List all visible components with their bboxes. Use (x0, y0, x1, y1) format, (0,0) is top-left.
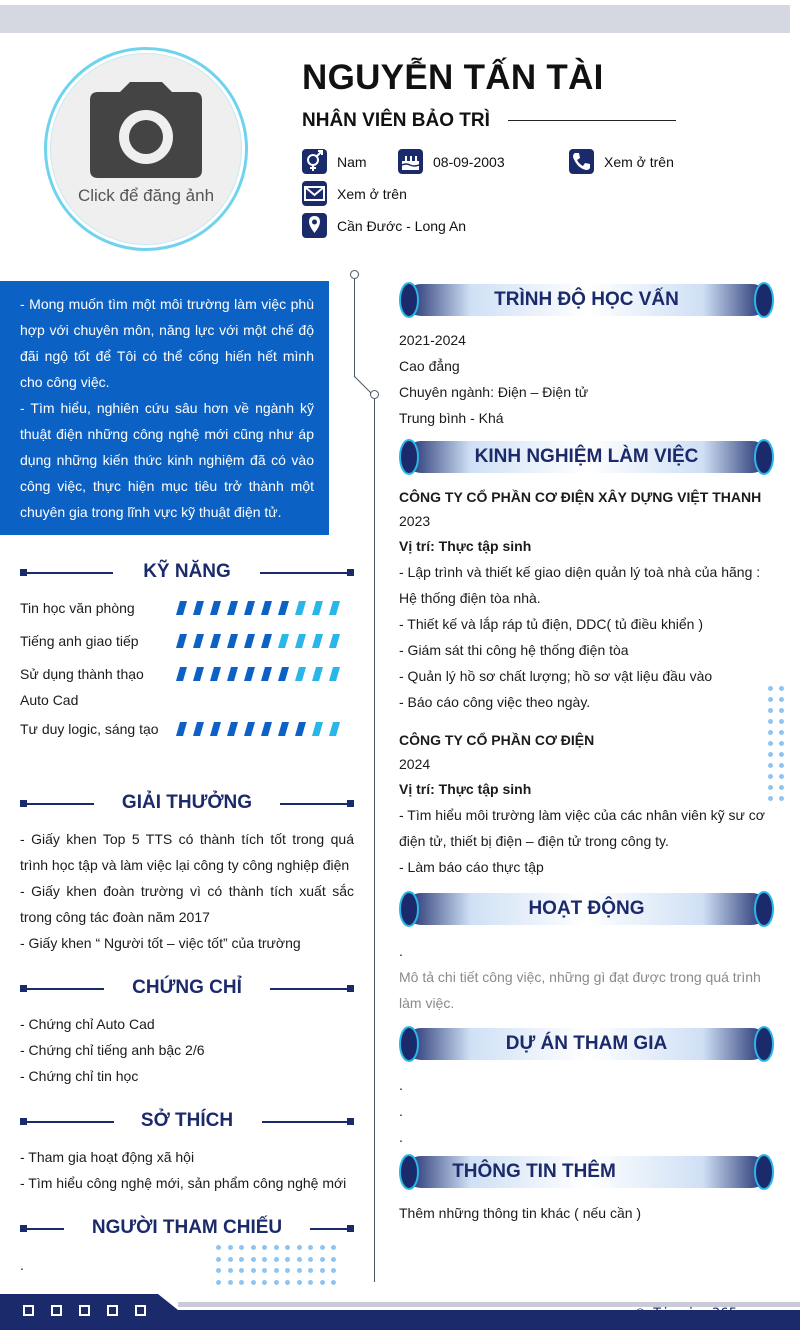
decorative-dot (331, 1245, 336, 1250)
decorative-dot (262, 1257, 267, 1262)
decorative-dot (320, 1268, 325, 1273)
decorative-dot (331, 1257, 336, 1262)
skill-segment (261, 667, 272, 681)
hobbies-text: - Tham gia hoạt động xã hội - Tìm hiểu công nghệ mới, sản phẩm công nghệ mới (20, 1149, 347, 1191)
skill-segment (261, 601, 272, 615)
skill-segment (227, 722, 238, 736)
skill-segment (210, 601, 221, 615)
job-details: - Tìm hiểu môi trường làm việc của các nhân viên kỹ sư cơ điện tử, thiết bị điện – điện tử trong công ty. - Làm báo cáo thực tập (399, 807, 765, 875)
decorative-dot (308, 1280, 313, 1285)
education-text: 2021-2024 Cao đẳng Chuyên ngành: Điện – Điện tử Trung bình - Khá (399, 332, 589, 426)
company-name: CÔNG TY CỔ PHẦN CƠ ĐIỆN (399, 732, 595, 748)
activities-title: HOẠT ĐỘNG (528, 898, 645, 919)
skills-title: KỸ NĂNG (143, 561, 231, 582)
decorative-dot (779, 686, 784, 691)
decorative-dot (308, 1245, 313, 1250)
decorative-dot (768, 785, 773, 790)
job-position: Vị trí: Thực tập sinh (399, 538, 532, 554)
skill-segment (227, 601, 238, 615)
decorative-dot (297, 1257, 302, 1262)
decorative-dot (297, 1280, 302, 1285)
decorative-dot (262, 1280, 267, 1285)
timeline-node (370, 390, 379, 399)
decorative-dot (779, 708, 784, 713)
skill-segment (261, 634, 272, 648)
timeline-line (374, 399, 375, 1282)
timeline-line (354, 279, 355, 377)
extra-info-heading (399, 1153, 774, 1191)
skill-segment (278, 722, 289, 736)
skill-level-bar (176, 667, 346, 681)
watermark-text: © Timviec365.vn (636, 1306, 763, 1322)
skill-segment (329, 601, 340, 615)
footer-square (79, 1305, 90, 1316)
skill-level-bar (176, 634, 346, 648)
decorative-dot (768, 730, 773, 735)
activities-placeholder[interactable]: Mô tả chi tiết công việc, những gì đạt được trong quá trình làm việc. (399, 969, 761, 1011)
decorative-dot (297, 1268, 302, 1273)
skill-segment (227, 667, 238, 681)
decorative-dot (274, 1280, 279, 1285)
decorative-dot (285, 1268, 290, 1273)
gender-icon (302, 149, 327, 174)
skill-segment (227, 634, 238, 648)
job-position: Vị trí: Thực tập sinh (399, 781, 532, 797)
decorative-dot-grid (768, 686, 790, 810)
decorative-dot (779, 774, 784, 779)
skill-segment (295, 601, 306, 615)
decorative-dot (216, 1268, 221, 1273)
decorative-dot (274, 1268, 279, 1273)
decorative-dot (779, 763, 784, 768)
decorative-dot (779, 752, 784, 757)
decorative-dot (228, 1257, 233, 1262)
job-year: 2024 (399, 756, 431, 772)
career-objective-text: - Mong muốn tìm một môi trường làm việc phù hợp với chuyên môn, năng lực với một chế độ đãi ngộ tốt để Tôi có thể cống hiến hết mình cho công việc. - Tìm hiểu, nghiên cứu sâu hơn về ngành kỹ thuật điện những công nghệ mới cũng như áp dụng những kiến thức kinh nghiệm đã có vào công việc, thực hiện mục tiêu trở thành một chuyên gia trong lĩnh vực kỹ thuật điện tử. (20, 296, 314, 520)
decorative-dot-grid (216, 1245, 340, 1287)
skill-segment (210, 667, 221, 681)
decorative-dot (768, 719, 773, 724)
extra-info-text: Thêm những thông tin khác ( nếu cần ) (399, 1205, 642, 1221)
skill-segment (329, 634, 340, 648)
skill-segment (295, 634, 306, 648)
decorative-dot (251, 1280, 256, 1285)
decorative-dot (228, 1280, 233, 1285)
skill-segment (176, 667, 187, 681)
decorative-dot (262, 1268, 267, 1273)
skill-segment (312, 667, 323, 681)
decorative-dot (274, 1245, 279, 1250)
decorative-dot (262, 1245, 267, 1250)
decorative-dot (320, 1257, 325, 1262)
decorative-dot (251, 1245, 256, 1250)
skill-segment (193, 667, 204, 681)
education-heading (399, 281, 774, 319)
skill-segment (244, 634, 255, 648)
references-title: NGƯỜI THAM CHIẾU (91, 1217, 283, 1238)
skill-segment (312, 634, 323, 648)
location-icon (302, 213, 327, 238)
decorative-dot (768, 774, 773, 779)
decorative-dot (320, 1245, 325, 1250)
skill-segment (244, 722, 255, 736)
skill-name: Tiếng anh giao tiếp (20, 633, 139, 649)
projects-title: DỰ ÁN THAM GIA (505, 1033, 668, 1054)
decorative-dot (216, 1245, 221, 1250)
decorative-dot (320, 1280, 325, 1285)
decorative-dot (285, 1245, 290, 1250)
experience-heading (399, 438, 774, 476)
decorative-dot (228, 1245, 233, 1250)
title-divider (508, 120, 676, 121)
candidate-name: NGUYỄN TẤN TÀI (302, 58, 604, 97)
skill-segment (193, 601, 204, 615)
skill-segment (193, 722, 204, 736)
decorative-dot (768, 796, 773, 801)
skill-segment (278, 601, 289, 615)
awards-heading (20, 792, 354, 816)
references-heading (20, 1217, 354, 1241)
skill-segment (210, 722, 221, 736)
decorative-dot (285, 1280, 290, 1285)
certificates-text: - Chứng chỉ Auto Cad - Chứng chỉ tiếng anh bậc 2/6 - Chứng chỉ tin học (20, 1016, 205, 1084)
skill-segment (278, 667, 289, 681)
footer-square (23, 1305, 34, 1316)
decorative-dot (779, 697, 784, 702)
footer-square (107, 1305, 118, 1316)
skill-segment (312, 722, 323, 736)
skill-segment (176, 601, 187, 615)
job-details: - Lập trình và thiết kế giao diện quản lý toà nhà của hãng : Hệ thống điện tòa nhà. - Thiết kế và lắp ráp tủ điện, DDC( tủ điều khiển ) - Giám sát thi công hệ thống điện tòa - Quản lý hồ sơ chất lượng; hồ sơ vật liệu đầu vào - Báo cáo công việc theo ngày. (399, 564, 761, 710)
footer-square (135, 1305, 146, 1316)
skill-segment (244, 601, 255, 615)
decorative-dot (285, 1257, 290, 1262)
decorative-dot (297, 1245, 302, 1250)
decorative-dot (308, 1257, 313, 1262)
awards-text: - Giấy khen Top 5 TTS có thành tích tốt trong quá trình học tập và làm việc lại công ty công nghiệp điện - Giấy khen đoàn trường vì có thành tích xuất sắc trong công tác đoàn năm 2017 - Giấy khen “ Người tốt – việc tốt” của trường (20, 831, 354, 951)
footer-square (51, 1305, 62, 1316)
skill-segment (295, 667, 306, 681)
hobbies-title: SỞ THÍCH (140, 1110, 234, 1131)
decorative-dot (779, 719, 784, 724)
projects-heading (399, 1025, 774, 1063)
decorative-dot (274, 1257, 279, 1262)
skill-segment (261, 722, 272, 736)
decorative-dot (239, 1280, 244, 1285)
skill-level-bar (176, 601, 346, 615)
decorative-dot (239, 1257, 244, 1262)
decorative-dot (331, 1268, 336, 1273)
decorative-dot (251, 1257, 256, 1262)
decorative-dot (251, 1268, 256, 1273)
skill-segment (312, 601, 323, 615)
address-text: Cần Đước - Long An (337, 218, 467, 234)
decorative-dot (768, 741, 773, 746)
email-icon (302, 181, 327, 206)
timeline-node (350, 270, 359, 279)
skill-level-bar (176, 722, 346, 736)
job-title: NHÂN VIÊN BẢO TRÌ (302, 110, 490, 131)
decorative-dot (768, 708, 773, 713)
top-band (0, 5, 790, 33)
birthday-cake-icon (398, 149, 423, 174)
skill-segment (210, 634, 221, 648)
decorative-dot (331, 1280, 336, 1285)
decorative-dot (779, 785, 784, 790)
skill-segment (329, 722, 340, 736)
skill-segment (295, 722, 306, 736)
extra-info-title: THÔNG TIN THÊM (452, 1161, 616, 1182)
decorative-dot (308, 1268, 313, 1273)
experience-title: KINH NGHIỆM LÀM VIỆC (474, 446, 699, 467)
skill-segment (193, 634, 204, 648)
certificates-heading (20, 977, 354, 1001)
skill-segment (244, 667, 255, 681)
skill-segment (176, 722, 187, 736)
skill-segment (176, 634, 187, 648)
skill-segment (329, 667, 340, 681)
skills-heading (20, 561, 354, 585)
awards-title: GIẢI THƯỞNG (121, 792, 253, 813)
skill-name: Tin học văn phòng (20, 600, 135, 616)
decorative-dot (768, 697, 773, 702)
certificates-title: CHỨNG CHỈ (132, 977, 242, 998)
decorative-dot (779, 796, 784, 801)
decorative-dot (779, 730, 784, 735)
email-text: Xem ở trên (337, 186, 407, 202)
decorative-dot (768, 763, 773, 768)
skill-segment (278, 634, 289, 648)
decorative-dot (768, 686, 773, 691)
decorative-dot (779, 741, 784, 746)
skill-name: Sử dụng thành thạo Auto Cad (20, 666, 144, 708)
decorative-dot (228, 1268, 233, 1273)
education-title: TRÌNH ĐỘ HỌC VẤN (494, 289, 679, 310)
references-text: . (20, 1257, 24, 1273)
projects-text: . . . (399, 1077, 403, 1145)
decorative-dot (239, 1268, 244, 1273)
job-year: 2023 (399, 513, 431, 529)
hobbies-heading (20, 1110, 354, 1134)
company-name: CÔNG TY CỔ PHẦN CƠ ĐIỆN XÂY DỰNG VIỆT THANH (399, 489, 762, 505)
avatar-upload-text[interactable]: Click để đăng ảnh (77, 186, 215, 205)
gender-text: Nam (337, 154, 367, 170)
decorative-dot (239, 1245, 244, 1250)
phone-text: Xem ở trên (604, 154, 674, 170)
decorative-dot (768, 752, 773, 757)
camera-icon[interactable] (90, 82, 202, 178)
phone-icon (569, 149, 594, 174)
activities-dot: . (399, 943, 403, 959)
skill-name: Tư duy logic, sáng tạo (20, 721, 159, 737)
decorative-dot (216, 1257, 221, 1262)
birthday-text: 08-09-2003 (433, 154, 505, 170)
activities-heading (399, 890, 774, 928)
decorative-dot (216, 1280, 221, 1285)
